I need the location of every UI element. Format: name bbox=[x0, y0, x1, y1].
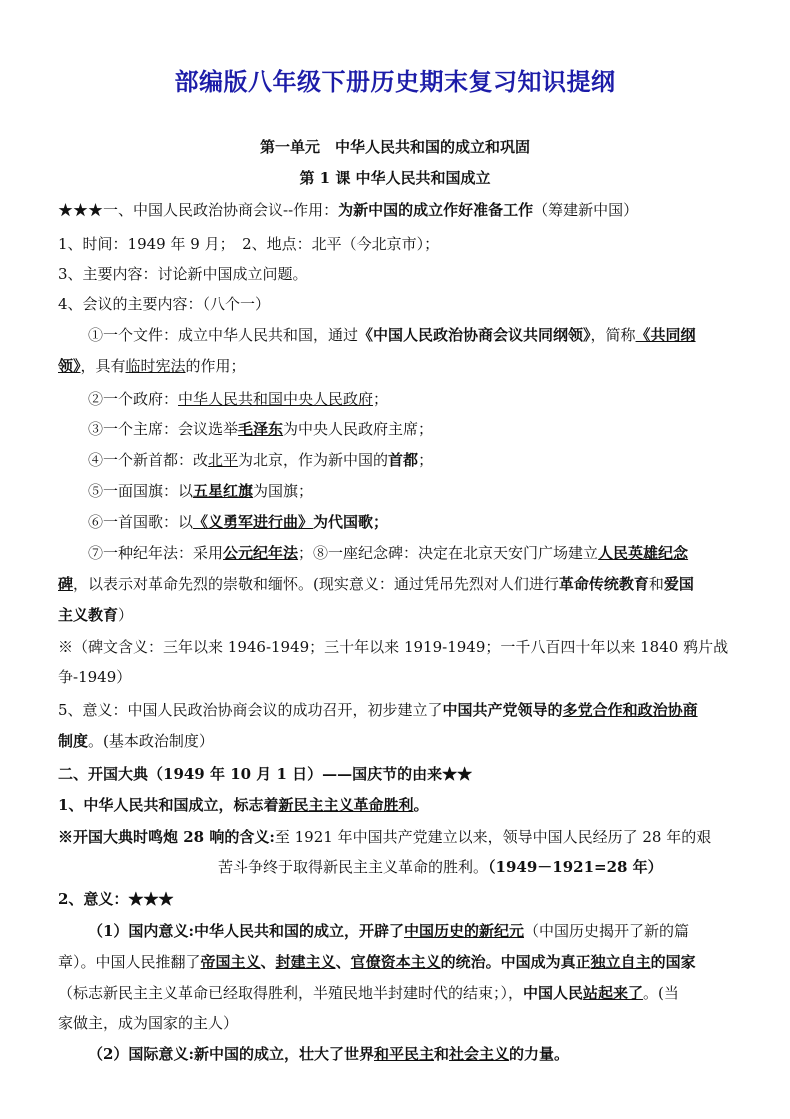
domestic-line-3: （标志新民主主义革命已经取得胜利，半殖民地半封建时代的结束；），中国人民站起来了。(当 bbox=[58, 984, 679, 1002]
salute-line-2: 苦斗争终于取得新民主主义革命的胜利。（1949－1921=28 年） bbox=[218, 858, 663, 876]
time-place-line: 1、时间：1949 年 9 月； 2、地点：北平（今北京市）； bbox=[58, 235, 440, 253]
significance-2-heading: 2、意义：★★★ bbox=[58, 890, 174, 908]
domestic-line-1: （1）国内意义:中华人民共和国的成立，开辟了中国历史的新纪元（中国历史揭开了新的篇 bbox=[88, 922, 690, 940]
inscription-note-line-1: ※（碑文含义：三年以来 1946-1949；三十年以来 1919-1949；一千八百四十年以来 1840 鸦片战 bbox=[58, 638, 729, 656]
main-content-line: 4、会议的主要内容：（八个一） bbox=[58, 295, 271, 313]
item-7-line-2: 碑，以表示对革命先烈的崇敬和缅怀。(现实意义：通过凭吊先烈对人们进行革命传统教育和爱国 bbox=[58, 575, 694, 593]
domestic-line-4: 家做主，成为国家的主人） bbox=[58, 1014, 239, 1032]
item-5: ⑤一面国旗：以五星红旗为国旗； bbox=[88, 482, 314, 500]
item-7-line-3: 主义教育） bbox=[58, 606, 134, 624]
item-3: ③一个主席：会议选举毛泽东为中央人民政府主席； bbox=[88, 420, 434, 438]
international-line: （2）国际意义:新中国的成立，壮大了世界和平民主和社会主义的力量。 bbox=[88, 1045, 570, 1063]
section-1-heading: ★★★一、中国人民政治协商会议--作用：为新中国的成立作好准备工作（筹建新中国） bbox=[58, 201, 639, 219]
item-6: ⑥一首国歌：以《义勇军进行曲》为代国歌； bbox=[88, 513, 389, 531]
significance-line-1: 5、意义：中国人民政治协商会议的成功召开，初步建立了中国共产党领导的多党合作和政治协商 bbox=[58, 701, 698, 719]
unit-heading: 第一单元 中华人民共和国的成立和巩固 bbox=[259, 138, 530, 156]
founding-line: 1、中华人民共和国成立，标志着新民主主义革命胜利。 bbox=[58, 796, 429, 814]
significance-line-2: 制度。(基本政治制度） bbox=[58, 732, 214, 750]
salute-line-1: ※开国大典时鸣炮 28 响的含义:至 1921 年中国共产党建立以来，领导中国人民经历了 28 年的艰 bbox=[58, 828, 712, 846]
item-2: ②一个政府：中华人民共和国中央人民政府； bbox=[88, 390, 389, 408]
item-1-line-1: ①一个文件：成立中华人民共和国，通过《中国人民政治协商会议共同纲领》，简称《共同纲 bbox=[88, 326, 696, 344]
domestic-line-2: 章）。中国人民推翻了帝国主义、封建主义、官僚资本主义的统治。中国成为真正独立自主的国家 bbox=[58, 953, 696, 971]
lesson-heading: 第 1 课 中华人民共和国成立 bbox=[299, 169, 491, 187]
item-4: ④一个新首都：改北平为北京，作为新中国的首都； bbox=[88, 451, 434, 469]
content-line: 3、主要内容：讨论新中国成立问题。 bbox=[58, 265, 308, 283]
item-7-line-1: ⑦一种纪年法：采用公元纪年法；⑧一座纪念碑：决定在北京天安门广场建立人民英雄纪念 bbox=[88, 544, 689, 562]
item-1-line-2: 领》，具有临时宪法的作用； bbox=[58, 357, 246, 375]
document-title: 部编版八年级下册历史期末复习知识提纲 bbox=[174, 68, 616, 96]
section-2-heading: 二、开国大典（1949 年 10 月 1 日）——国庆节的由来★★ bbox=[58, 765, 473, 783]
inscription-note-line-2: 争-1949） bbox=[58, 668, 132, 686]
